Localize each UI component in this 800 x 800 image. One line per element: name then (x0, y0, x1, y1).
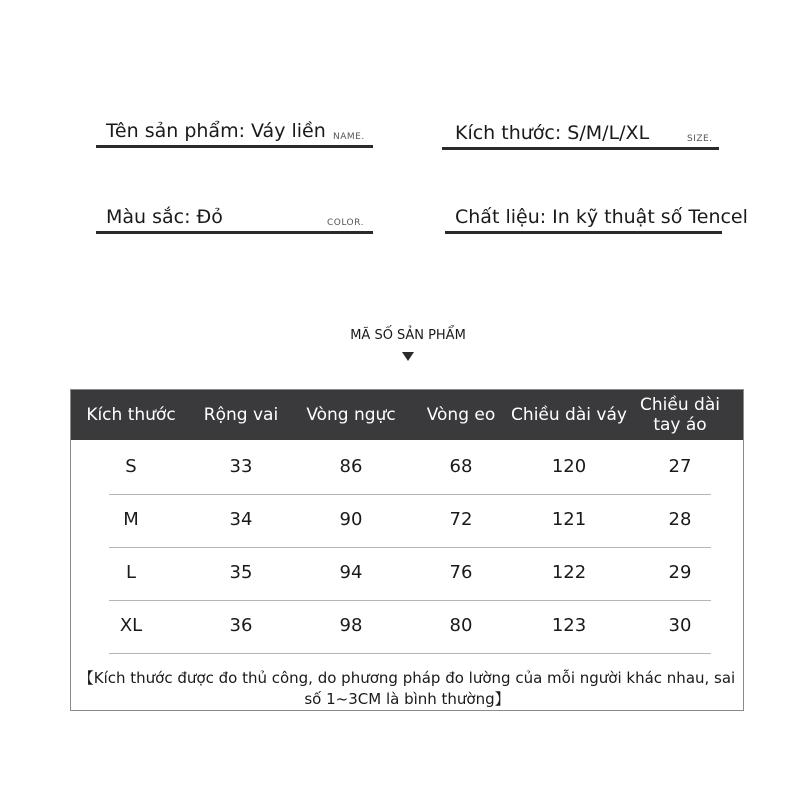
product-name-underline (96, 145, 373, 148)
table-cell: M (123, 509, 139, 530)
size-table-header-cell: Chiều dài váy (511, 405, 627, 425)
table-cell: 33 (229, 456, 253, 477)
size-table-header-cell: Chiều dài tay áo (640, 395, 720, 435)
product-size-field (442, 114, 719, 150)
product-color-tag: COLOR. (327, 218, 364, 228)
row-divider (109, 653, 711, 654)
table-cell: 98 (339, 615, 363, 636)
down-triangle-icon (402, 352, 414, 361)
table-cell: 28 (668, 509, 692, 530)
table-cell: 72 (449, 509, 473, 530)
table-cell: 123 (551, 615, 587, 636)
product-color-underline (96, 231, 373, 234)
product-color-value: Màu sắc: Đỏ (106, 206, 223, 228)
table-cell: 36 (229, 615, 253, 636)
size-table-header (71, 390, 743, 440)
table-cell: 121 (551, 509, 587, 530)
product-size-underline (442, 147, 719, 150)
product-color-field (96, 198, 373, 234)
size-table-header-cell: Vòng ngực (306, 405, 396, 425)
product-size-tag: SIZE. (687, 134, 713, 144)
table-cell: 94 (339, 562, 363, 583)
row-divider (109, 494, 711, 495)
row-divider (109, 600, 711, 601)
table-cell: L (125, 562, 137, 583)
row-divider (109, 547, 711, 548)
product-name-tag: NAME. (333, 132, 365, 142)
size-table-header-cell: Kích thước (86, 405, 176, 425)
table-cell: 35 (229, 562, 253, 583)
table-cell: 34 (229, 509, 253, 530)
product-size-value: Kích thước: S/M/L/XL (455, 122, 650, 144)
size-table-header-cell: Vòng eo (426, 405, 496, 425)
table-cell: 30 (668, 615, 692, 636)
size-table-header-cell: Rộng vai (203, 405, 279, 425)
product-material-value: Chất liệu: In kỹ thuật số Tencel (455, 206, 748, 228)
table-cell: S (125, 456, 137, 477)
table-cell: 120 (551, 456, 587, 477)
table-cell: 27 (668, 456, 692, 477)
table-cell: 29 (668, 562, 692, 583)
measurement-note: 【Kích thước được đo thủ công, do phương pháp đo lường của mỗi người khác nhau, sai số 1~3CM là bình thường】 (78, 669, 736, 708)
size-table (70, 389, 744, 711)
table-cell: 90 (339, 509, 363, 530)
table-cell: 86 (339, 456, 363, 477)
product-material-underline (445, 231, 722, 234)
table-cell: 80 (449, 615, 473, 636)
product-material-field (445, 198, 748, 234)
table-cell: XL (119, 615, 143, 636)
product-name-value: Tên sản phẩm: Váy liền (106, 120, 326, 142)
table-cell: 68 (449, 456, 473, 477)
table-cell: 122 (551, 562, 587, 583)
product-name-field (96, 112, 373, 148)
product-code-label: MÃ SỐ SẢN PHẨM (350, 328, 466, 343)
table-cell: 76 (449, 562, 473, 583)
